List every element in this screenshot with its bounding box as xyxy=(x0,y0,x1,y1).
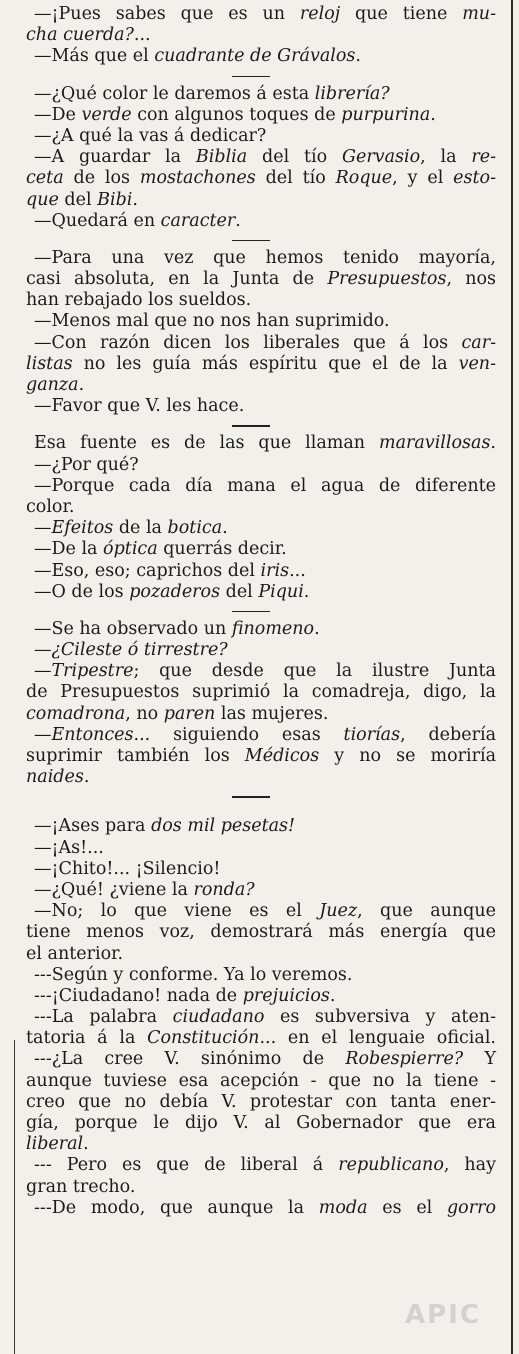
text-line: —Porque cada día mana el agua de diferente xyxy=(34,475,496,496)
text-line: ---De modo, que aunque la moda es el gorro xyxy=(34,1197,496,1218)
text-line: ---¿La cree V. sinónimo de Robespierre? Y xyxy=(34,1049,496,1070)
text-line: —Con razón dicen los liberales que á los car- xyxy=(34,332,496,353)
text-line: —¿Qué! ¿viene la ronda? xyxy=(34,879,255,900)
text-line: —¿Qué color le daremos á esta librería? xyxy=(34,83,390,104)
text-line: —¡Chito!... ¡Silencio! xyxy=(34,858,221,879)
text-line: ---¡Ciudadano! nada de prejuicios. xyxy=(34,985,336,1006)
text-line: —Entonces... siguiendo esas tiorías, debería xyxy=(34,724,496,745)
text-line: —Tripestre; que desde que la ilustre Junta xyxy=(34,661,496,682)
text-line: cha cuerda?... xyxy=(26,25,151,46)
section-separator xyxy=(34,788,496,804)
text-line: ---Según y conforme. Ya lo veremos. xyxy=(34,964,353,985)
text-line: —No; lo que viene es el Juez, que aunque xyxy=(34,901,496,922)
text-line: --- Pero es que de liberal á republicano, hay xyxy=(34,1155,497,1176)
text-line: casi absoluta, en la Junta de Presupuestos, nos xyxy=(26,269,496,290)
text-line: —¡Ases para dos mil pesetas! xyxy=(34,816,296,837)
text-line: —Eso, eso; caprichos del iris... xyxy=(34,560,306,581)
text-line: —¿Por qué? xyxy=(34,454,139,475)
text-line: creo que no debía V. protestar con tanta ener- xyxy=(26,1091,496,1112)
column-rule-right xyxy=(511,0,513,1354)
text-line: —A guardar la Biblia del tío Gervasio, la re- xyxy=(34,147,496,168)
text-line: naides. xyxy=(26,767,90,788)
text-line: ---La palabra ciudadano es subversiva y aten- xyxy=(34,1007,496,1028)
text-line: de Presupuestos suprimió la comadreja, digo, la xyxy=(26,682,496,703)
text-line: liberal. xyxy=(26,1134,89,1155)
text-line: que del Bibi. xyxy=(26,189,138,210)
text-line: —Se ha observado un finomeno. xyxy=(34,618,320,639)
text-line: —¡As!... xyxy=(34,837,104,858)
section-separator xyxy=(34,68,496,84)
text-line: color. xyxy=(26,496,75,517)
text-line: —O de los pozaderos del Piqui. xyxy=(34,581,310,602)
section-separator xyxy=(34,603,496,619)
section-separator xyxy=(34,417,496,433)
section-separator xyxy=(34,232,496,248)
text-line: ganza. xyxy=(26,375,85,395)
column-rule-left xyxy=(14,1040,15,1354)
text-line: suprimir también los Médicos y no se moriría xyxy=(26,746,496,766)
text-line: —¡Pues sabes que es un reloj que tiene mu- xyxy=(34,4,496,24)
text-line: Esa fuente es de las que llaman maravillosas. xyxy=(34,433,496,454)
text-column xyxy=(26,4,497,1219)
text-line: aunque tuviese esa acepción - que no la tiene - xyxy=(26,1070,496,1091)
text-line: tatoria á la Constitución... en el lenguaie oficial. xyxy=(26,1028,496,1049)
text-line: —Menos mal que no nos han suprimido. xyxy=(34,311,390,332)
text-line: —Efeitos de la botica. xyxy=(34,518,228,539)
text-line: —Favor que V. les hace. xyxy=(34,396,245,417)
text-line: —De la óptica querrás decir. xyxy=(34,539,287,560)
text-line: —¿Cileste ó tirrestre? xyxy=(34,640,228,661)
text-line: ceta de los mostachones del tío Roque, y el esto- xyxy=(26,168,496,189)
text-line: —Más que el cuadrante de Grávalos. xyxy=(34,46,361,67)
text-line: gía, porque le dijo V. al Gobernador que era xyxy=(26,1113,496,1133)
text-line: —De verde con algunos toques de purpurina. xyxy=(34,104,436,125)
text-line: han rebajado los sueldos. xyxy=(26,290,252,311)
text-line: listas no les guía más espíritu que el de la ven- xyxy=(26,353,496,374)
watermark: APIC xyxy=(405,1300,481,1330)
text-line: —¿A qué la vas á dedicar? xyxy=(34,125,267,146)
text-line: el anterior. xyxy=(26,943,124,964)
text-line: gran trecho. xyxy=(26,1176,136,1197)
text-line: comadrona, no paren las mujeres. xyxy=(26,703,329,724)
text-line: —Para una vez que hemos tenido mayoría, xyxy=(34,247,496,268)
spacer xyxy=(34,804,496,816)
text-line: tiene menos voz, demostrará más energía que xyxy=(26,922,496,943)
text-line: —Quedará en caracter. xyxy=(34,210,241,231)
